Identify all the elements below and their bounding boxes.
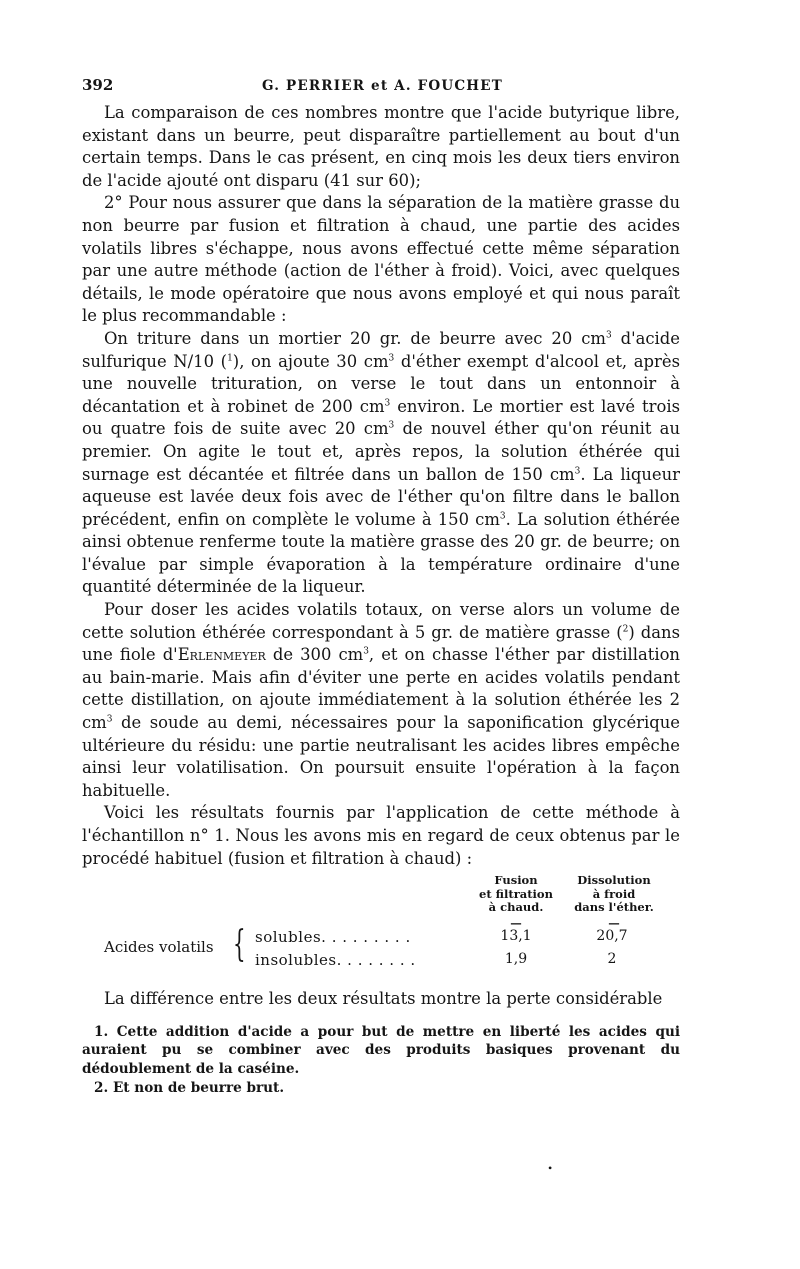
paragraph-3 xyxy=(82,328,680,599)
page-number: 392 xyxy=(82,76,114,94)
row-group-label: Acides volatils xyxy=(104,938,214,957)
paragraph-4 xyxy=(82,599,680,802)
paragraph-3-text: environ. Le mortier est lavé trois ou quatre fois de suite avec 20 cm xyxy=(82,396,680,439)
paragraph-3-text: ), on ajoute 30 cm xyxy=(232,351,389,371)
column-rule: — xyxy=(510,915,522,930)
results-table xyxy=(82,870,680,988)
footnote-ref-1: 1 xyxy=(227,353,233,364)
footnote-text: Cette addition d'acide a pour but de mettre en liberté les acides qui auraient pu se combiner avec des produits basiques provenant du dédoublement de la caséine. xyxy=(82,1023,680,1077)
column-header-line: dans l'éther. xyxy=(574,900,654,915)
paragraph-4-text: Pour doser les acides volatils totaux, on verse alors un volume de cette solution éthérée correspondant à 5 gr. de matière grasse ( xyxy=(82,600,680,642)
paragraph-3-text: d'acide sulfurique N/10 ( xyxy=(82,328,680,371)
paragraph-4-text: de soude au demi, nécessaires pour la saponification glycérique ultérieure du résidu: une partie neutralisant les acides libres empêche ainsi leur volatilisation. On poursuit ensuite l'opération à la façon habituelle. xyxy=(82,713,680,800)
printer-mark: • xyxy=(548,1161,553,1175)
column-header-line: et filtration xyxy=(479,886,553,901)
superscript: 3 xyxy=(499,511,506,522)
superscript: 3 xyxy=(106,714,113,725)
footnote-2 xyxy=(82,1079,680,1098)
row-label-solubles: solubles. . . . . . . . . xyxy=(255,928,411,947)
paragraph-3-text: de nouvel éther qu'on réunit au premier. On agite le tout et, après repos, la solution éthérée qui surnage est décantée et filtrée dans un ballon de 150 cm xyxy=(82,419,680,484)
value-insolubles-fusion: 1,9 xyxy=(504,951,528,968)
footnote-ref-2: 2 xyxy=(622,624,629,635)
superscript: 3 xyxy=(574,466,581,477)
paragraph-2: 2° Pour nous assurer que dans la séparation de la matière grasse du non beurre par fusion et filtration à chaud, une partie des acides volatils libres s'échappe, nous avons effectué cette même séparation par une autre méthode (action de l'éther à froid). Voici, avec quelques détails, le mode opératoire que nous avons employé et qui nous paraît le plus recommandable : xyxy=(82,193,680,326)
paragraph-3-text: . La liqueur aqueuse est lavée deux fois avec de l'éther qu'on filtre dans le ballon précédent, enfin on complète le volume à 150 cm xyxy=(82,464,680,529)
superscript: 3 xyxy=(363,646,369,657)
superscript: 3 xyxy=(384,398,391,409)
paragraph-1: La comparaison de ces nombres montre que l'acide butyrique libre, existant dans un beurre, peut disparaître partiellement au bout d'un certain temps. Dans le cas présent, en cinq mois les deux tiers environ de l'acide ajouté ont disparu (41 sur 60); xyxy=(82,103,680,190)
column-header-fusion xyxy=(476,874,556,930)
paragraph-3-text: On triture dans un mortier 20 gr. de beurre avec 20 cm xyxy=(104,328,606,348)
column-rule: — xyxy=(608,915,620,930)
brace-glyph: { xyxy=(233,924,246,966)
footnote-number: 1. xyxy=(94,1023,109,1040)
paragraph-3-text: . La solution éthérée ainsi obtenue renferme toute la matière grasse des 20 gr. de beurre; on l'évalue par simple évaporation à la température ordinaire d'une quantité déterminée de la liqueur. xyxy=(82,509,680,597)
column-header-line: Dissolution xyxy=(577,873,651,888)
author-name-erlenmeyer: Erlenmeyer xyxy=(177,645,266,665)
value-insolubles-dissolution: 2 xyxy=(607,951,617,968)
superscript: 3 xyxy=(605,330,612,341)
row-label-insolubles: insolubles. . . . . . . . xyxy=(255,951,416,970)
superscript: 3 xyxy=(388,353,395,364)
value-solubles-dissolution: 20,7 xyxy=(596,928,628,945)
column-header-dissolution xyxy=(569,874,659,930)
paragraph-6: La différence entre les deux résultats montre la perte considérable xyxy=(104,989,663,1009)
running-head xyxy=(82,70,680,102)
paragraph-3-text: d'éther exempt d'alcool et, après une nouvelle trituration, on verse le tout dans un entonnoir à décantation et à robinet de 200 cm xyxy=(82,351,680,416)
page xyxy=(82,70,680,1097)
column-header-line: à chaud. xyxy=(488,900,544,915)
running-title: G. PERRIER et A. FOUCHET xyxy=(262,78,504,94)
footnote-1 xyxy=(82,1023,680,1079)
superscript: 3 xyxy=(388,420,395,431)
paragraph-5: Voici les résultats fournis par l'application de cette méthode à l'échantillon n° 1. Nous les avons mis en regard de ceux obtenus par le procédé habituel (fusion et filtration à chaud) : xyxy=(82,803,680,868)
paragraph-4-text: de 300 cm xyxy=(265,645,364,665)
paragraph-4-text: ) dans une fiole d' xyxy=(82,622,680,665)
paragraph-4-text: , et on chasse l'éther par distillation au bain-marie. Mais afin d'éviter une perte en acides volatils pendant cette distillation, on ajoute immédiatement à la solution éthérée les 2 cm xyxy=(82,645,680,733)
column-header-line: Fusion xyxy=(494,873,538,888)
column-header-line: à froid xyxy=(592,886,636,901)
footnote-number: 2. xyxy=(94,1079,109,1096)
footnote-text: Et non de beurre brut. xyxy=(112,1079,285,1096)
value-solubles-fusion: 13,1 xyxy=(500,928,532,945)
footnotes xyxy=(82,1023,680,1097)
